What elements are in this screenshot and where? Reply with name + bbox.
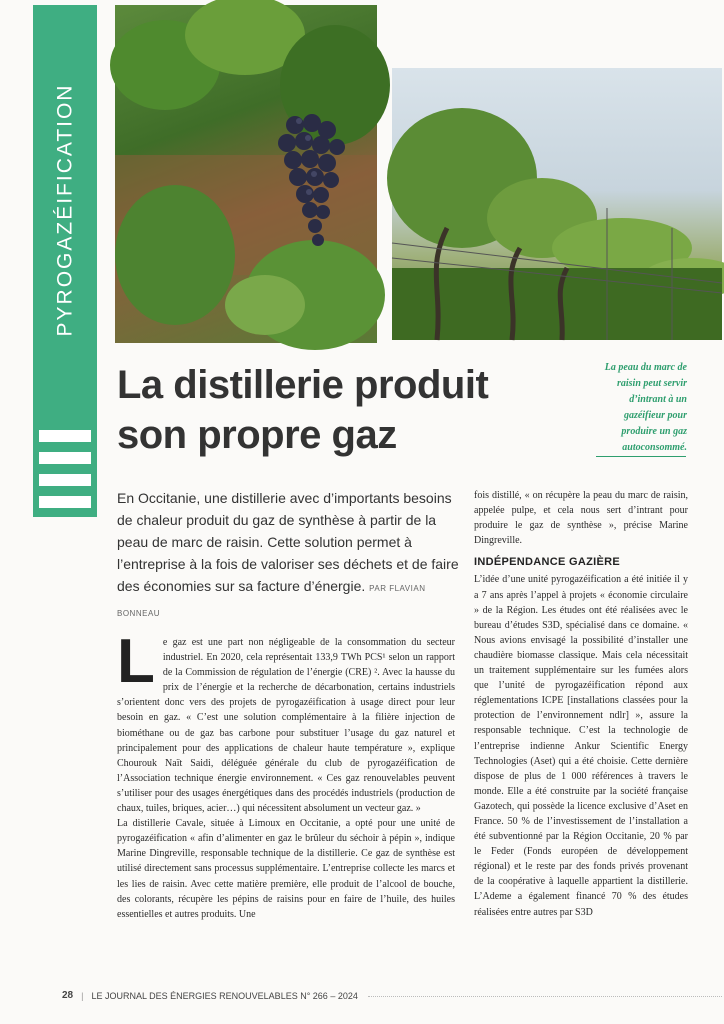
section-tag: PYROGAZÉIFICATION	[53, 83, 76, 337]
footer-separator: |	[81, 990, 84, 1001]
decorative-bar	[39, 430, 91, 442]
page-number: 28	[62, 990, 74, 1001]
publication-name: LE JOURNAL DES ÉNERGIES RENOUVELABLES N° 266 – 2024	[91, 990, 358, 1001]
article-headline: La distillerie produit son propre gaz	[117, 363, 489, 457]
caption-divider	[596, 456, 686, 457]
decorative-bar	[39, 496, 91, 508]
body-paragraph: L’idée d’une unité pyrogazéification a été initiée il y a 7 ans après l’appel à projets « économie circulaire » de la Région. Les études ont été réalisées avec le bureau d’études S3D, spécialisé dans ce domaine. « Nous avions envisagé la possibilité d’installer une chaudière biomasse classique. Mais cela nécessitait un traitement supplémentaire sur les fumées alors que l’unité de pyrogazéification répond aux réglementations ICPE [installations classées pour la protection de l’environnement ndlr] », assure la responsable technique. C’est la technologie de l’entreprise indienne Ankur Scientific Energy Technologies (Aset) qui a été choisie. Cette dernière dispose de plus de 1 000 références à travers le monde. Elle a été construite par la société française Gazotech, qui possède la licence exclusive d’Aset en France. 50 % de l’investissement de l’installation a été subventionné par la Région Occitanie, 20 % par le Feder (Fonds européen de développement régional) et le reste par des fonds privés provenant de la coopérative à laquelle appartient la distillerie. L’Ademe a également financé 70 % des études réalisées entre autres par S3D	[474, 574, 688, 918]
drop-cap: L	[117, 627, 155, 696]
page-footer	[62, 990, 722, 1001]
body-paragraph: e gaz est une part non négligeable de la consommation du secteur industriel. En 2020, cela représentait 133,9 TWh PCS¹ selon un rapport de la Commission de régulation de l’énergie (CRE) ². Avec la hausse du prix de l’énergie et la recherche de décarbonation, certains industriels s’orientent donc vers des projets de pyrogazéification à usage direct pour leur besoin en gaz. « C’est une solution complémentaire à la filière injection de biométhane ou de gaz bas carbone pour substituer l’usage du gaz naturel et principalement pour des applications de chaleur haute température », explique Chourouk Naït Saidi, déléguée générale du club de pyrogazéification de l’Association technique énergie environnement. « Ces gaz renouvelables peuvent s’utiliser pour des usages énergétiques dans des procédés industriels (production de chaux, tuiles, briques, acier…) qui nécessitent absolument un vecteur gaz. »	[117, 637, 455, 815]
decorative-bars	[39, 430, 91, 518]
section-subhead: INDÉPENDANCE GAZIÈRE	[474, 556, 620, 569]
decorative-bar	[39, 474, 91, 486]
section-sidebar	[33, 5, 97, 517]
footer-dotted-rule	[368, 995, 722, 997]
section-tag-wrapper	[33, 15, 97, 405]
vineyard-photo	[392, 68, 722, 340]
body-column-left	[117, 627, 455, 922]
vineyard-illustration	[392, 68, 722, 340]
photo-caption: La peau du marc de raisin peut servir d’intrant à un gazéifieur pour produire un gaz autoconsommé.	[604, 362, 687, 453]
article-byline: PAR FLAVIAN BONNEAU	[117, 584, 426, 618]
grape-cluster-illustration	[115, 5, 377, 343]
article-standfirst	[117, 487, 463, 625]
body-column-right	[474, 488, 688, 920]
standfirst-text: En Occitanie, une distillerie avec d’importants besoins de chaleur produit du gaz de synthèse à partir de la peau de marc de raisin. Cette solution permet à l’entreprise à la fois de valoriser ses déchets et de faire des économies sur sa facture d’énergie.	[117, 490, 459, 594]
decorative-bar	[39, 452, 91, 464]
grape-cluster-photo	[115, 5, 377, 343]
body-paragraph: fois distillé, « on récupère la peau du marc de raisin, appelée pulpe, et cela nous sert d’intrant pour produire le gaz de synthèse », précise Marine Dingreville.	[474, 490, 688, 547]
body-paragraph: La distillerie Cavale, située à Limoux en Occitanie, a opté pour une unité de pyrogazéification « afin d’alimenter en gaz le brûleur du séchoir à pépin », indique Marine Dingreville, responsable technique de la distillerie. Ce gaz de synthèse est utilisé directement sans processus supplémentaire. L’entreprise collecte les marcs et les lies de raisin. Avec cette matière première, elle produit de l’alcool de bouche, des colorants, récupère les pépins de raisins pour en faire de l’huile, des huiles essentielles et autres produits. Une	[117, 818, 455, 920]
